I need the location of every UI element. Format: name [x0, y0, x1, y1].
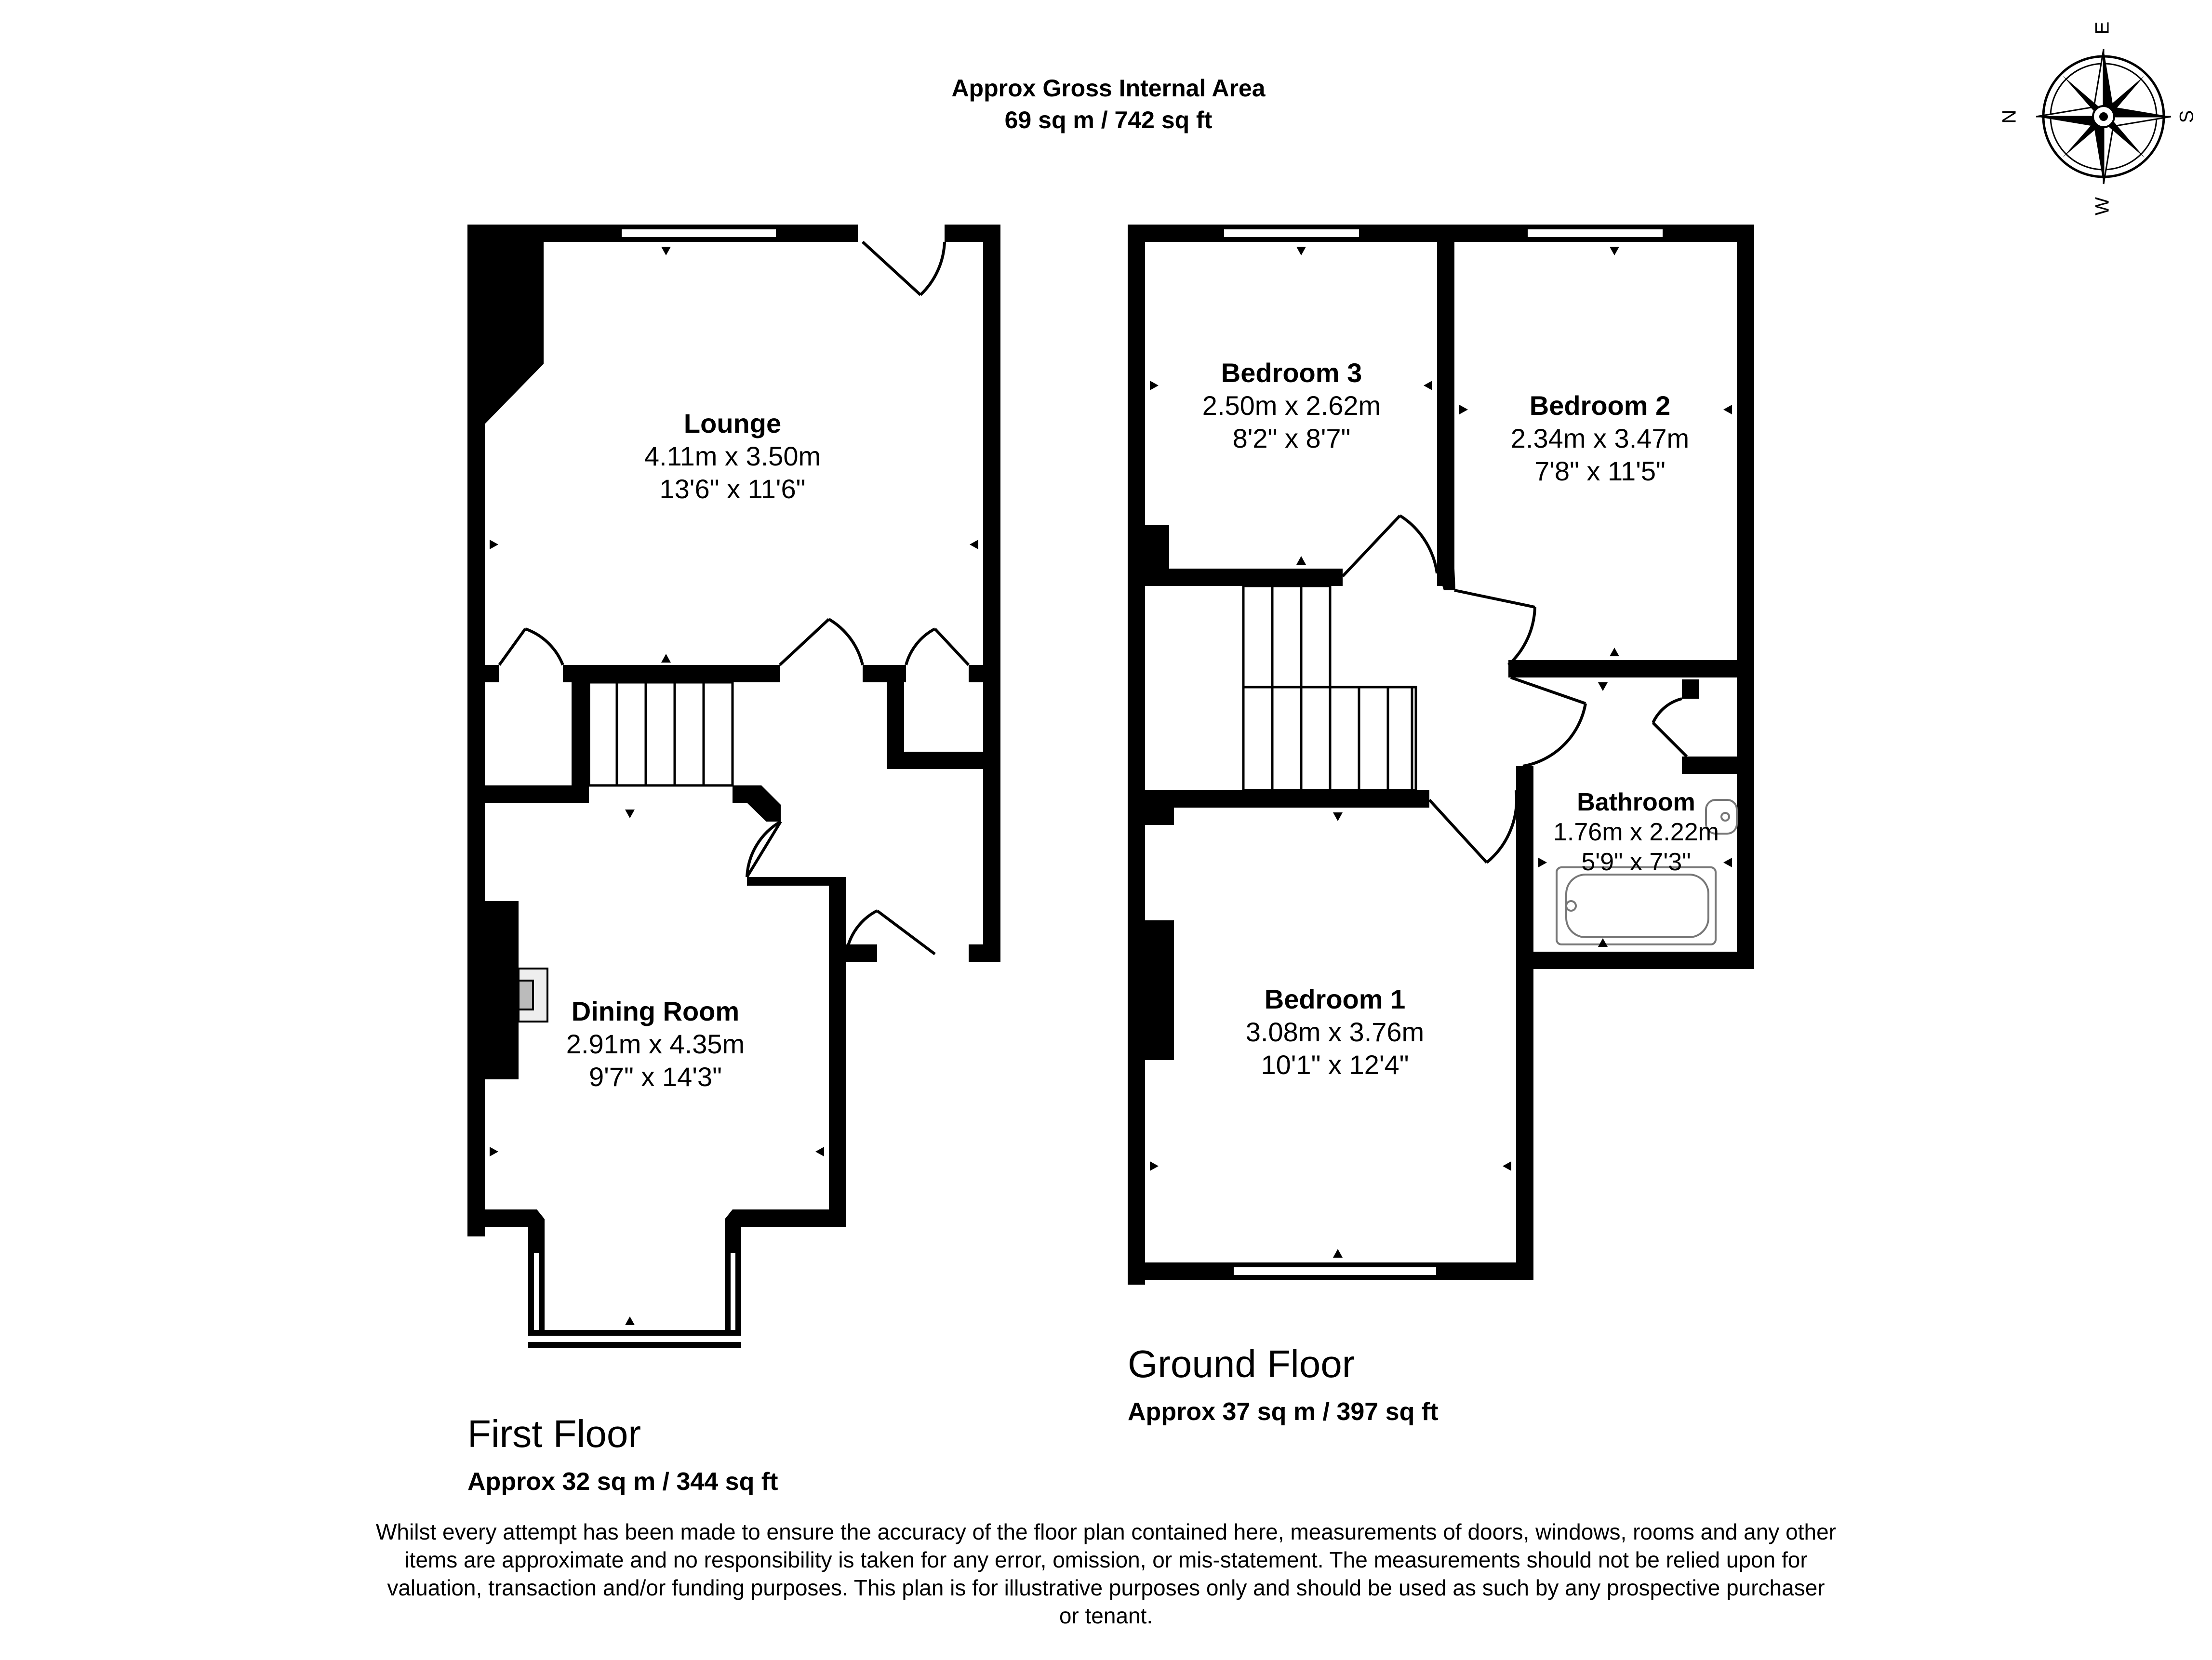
compass-west: W	[2092, 197, 2113, 215]
room-bedroom-1	[1200, 983, 1470, 1081]
room-imperial: 7'8" x 11'5"	[1534, 456, 1666, 486]
room-bedroom-3	[1157, 357, 1426, 455]
room-name: Bedroom 1	[1264, 984, 1406, 1014]
first-floor-title: First Floor	[467, 1412, 641, 1455]
room-imperial: 9'7" x 14'3"	[589, 1062, 722, 1092]
gross-area-label: Approx Gross Internal Area	[951, 75, 1266, 102]
room-lounge	[598, 407, 867, 505]
room-metric: 3.08m x 3.76m	[1245, 1017, 1425, 1047]
room-metric: 1.76m x 2.22m	[1553, 818, 1719, 846]
ground-floor-title: Ground Floor	[1128, 1342, 1355, 1385]
disclaimer-text: Whilst every attempt has been made to ensure the accuracy of the floor plan contained here, measurements of doors, windows, rooms and any other items are approximate and no responsibility is taken for any error, omission, or mis-statement. The measurements should not be relied upon for valuation, transaction and/or funding purposes. This plan is for illustrative purposes only and should be used as such by any prospective purchaser or tenant.	[376, 1519, 1836, 1628]
compass-south: S	[2176, 110, 2198, 123]
room-imperial: 10'1" x 12'4"	[1261, 1049, 1409, 1080]
room-name: Bedroom 3	[1221, 358, 1362, 388]
room-dining	[520, 995, 790, 1093]
first-floor-stairs	[589, 682, 733, 785]
room-name: Bedroom 2	[1529, 390, 1671, 421]
room-metric: 2.91m x 4.35m	[566, 1029, 745, 1059]
room-metric: 4.11m x 3.50m	[644, 441, 821, 471]
room-bathroom	[1532, 787, 1740, 877]
compass-east: E	[2092, 21, 2113, 35]
room-name: Bathroom	[1577, 788, 1695, 816]
first-floor-walls	[467, 225, 1000, 1253]
room-imperial: 13'6" x 11'6"	[659, 474, 806, 504]
room-metric: 2.50m x 2.62m	[1202, 390, 1381, 421]
lounge-window	[622, 225, 776, 242]
room-metric: 2.34m x 3.47m	[1510, 423, 1690, 453]
room-imperial: 8'2" x 8'7"	[1232, 423, 1351, 453]
compass-rose-icon	[2036, 49, 2171, 184]
ground-floor-stairs	[1243, 586, 1416, 790]
gross-area-value: 69 sq m / 742 sq ft	[1004, 106, 1213, 133]
room-imperial: 5'9" x 7'3"	[1581, 848, 1691, 876]
ground-floor-area: Approx 37 sq m / 397 sq ft	[1128, 1398, 1439, 1426]
room-bedroom-2	[1465, 389, 1735, 488]
room-name: Lounge	[683, 408, 782, 438]
compass-north: N	[1999, 109, 2020, 124]
first-floor-doors	[499, 242, 969, 954]
room-name: Dining Room	[571, 996, 740, 1026]
dining-bay-window	[528, 1253, 741, 1348]
first-floor-area: Approx 32 sq m / 344 sq ft	[467, 1468, 778, 1496]
